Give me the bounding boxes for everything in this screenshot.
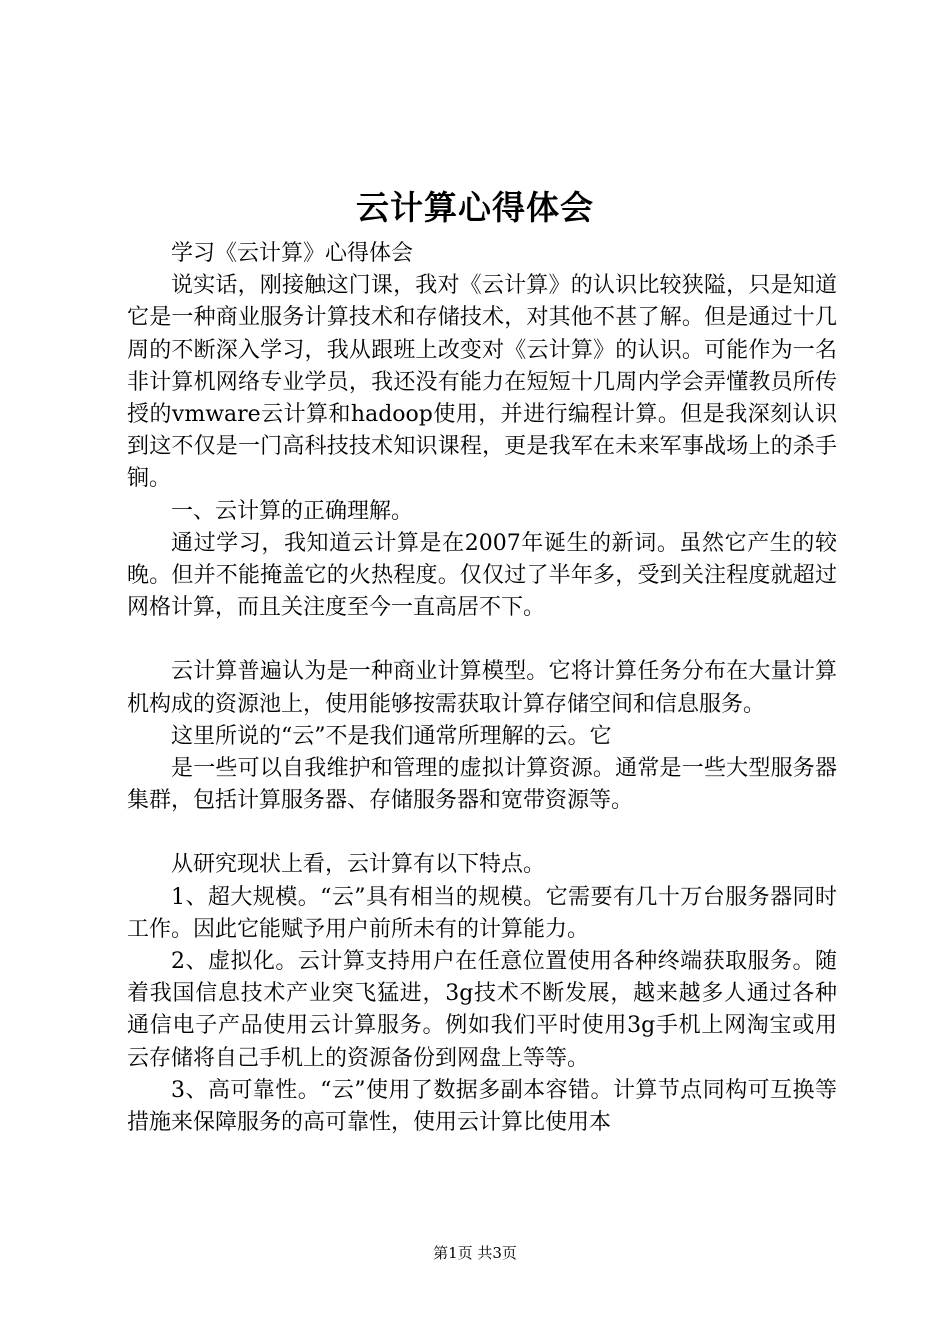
paragraph-cloud-meaning: 这里所说的“云”不是我们通常所理解的云。它 [171, 723, 612, 749]
paragraph-origin: 通过学习，我知道云计算是在2007年诞生的新词。虽然它产生的较晚。但并不能掩盖它的火热程度。仅仅过了半年多，受到关注程度就超过网格计算，而且关注度至今一直高居不下。 [127, 530, 837, 621]
document-body [127, 238, 837, 1139]
document-title: 云计算心得体会 [356, 188, 594, 227]
paragraph-features-intro: 从研究现状上看，云计算有以下特点。 [171, 852, 546, 878]
paragraph-resources: 是一些可以自我维护和管理的虚拟计算资源。通常是一些大型服务器集群，包括计算服务器、存储服务器和宽带资源等。 [127, 756, 837, 814]
page-number-footer: 第1页 共3页 [433, 1244, 517, 1262]
paragraph-intro: 说实话，刚接触这门课，我对《云计算》的认识比较狭隘，只是知道它是一种商业服务计算技术和存储技术，对其他不甚了解。但是通过十几周的不断深入学习，我从跟班上改变对《云计算》的认识。可能作为一名非计算机网络专业学员，我还没有能力在短短十几周内学会弄懂教员所传授的vmware云计算和hadoop使用，并进行编程计算。但是我深刻认识到这不仅是一门高科技技术知识课程，更是我军在未来军事战场上的杀手锏。 [127, 273, 837, 492]
paragraph-definition: 云计算普遍认为是一种商业计算模型。它将计算任务分布在大量计算机构成的资源池上，使用能够按需获取计算存储空间和信息服务。 [127, 659, 837, 717]
section-heading: 一、云计算的正确理解。 [171, 498, 414, 524]
paragraph-subtitle: 学习《云计算》心得体会 [171, 241, 414, 266]
paragraph-feature-3: 3、高可靠性。“云”使用了数据多副本容错。计算节点同构可互换等措施来保障服务的高可靠性，使用云计算比使用本 [127, 1077, 837, 1136]
paragraph-feature-1: 1、超大规模。“云”具有相当的规模。它需要有几十万台服务器同时工作。因此它能赋予用户前所未有的计算能力。 [127, 884, 837, 942]
paragraph-feature-2: 2、虚拟化。云计算支持用户在任意位置使用各种终端获取服务。随着我国信息技术产业突飞猛进，3g技术不断发展，越来越多人通过各种通信电子产品使用云计算服务。例如我们平时使用3g手机上网淘宝或用云存储将自己手机上的资源备份到网盘上等等。 [127, 949, 837, 1071]
